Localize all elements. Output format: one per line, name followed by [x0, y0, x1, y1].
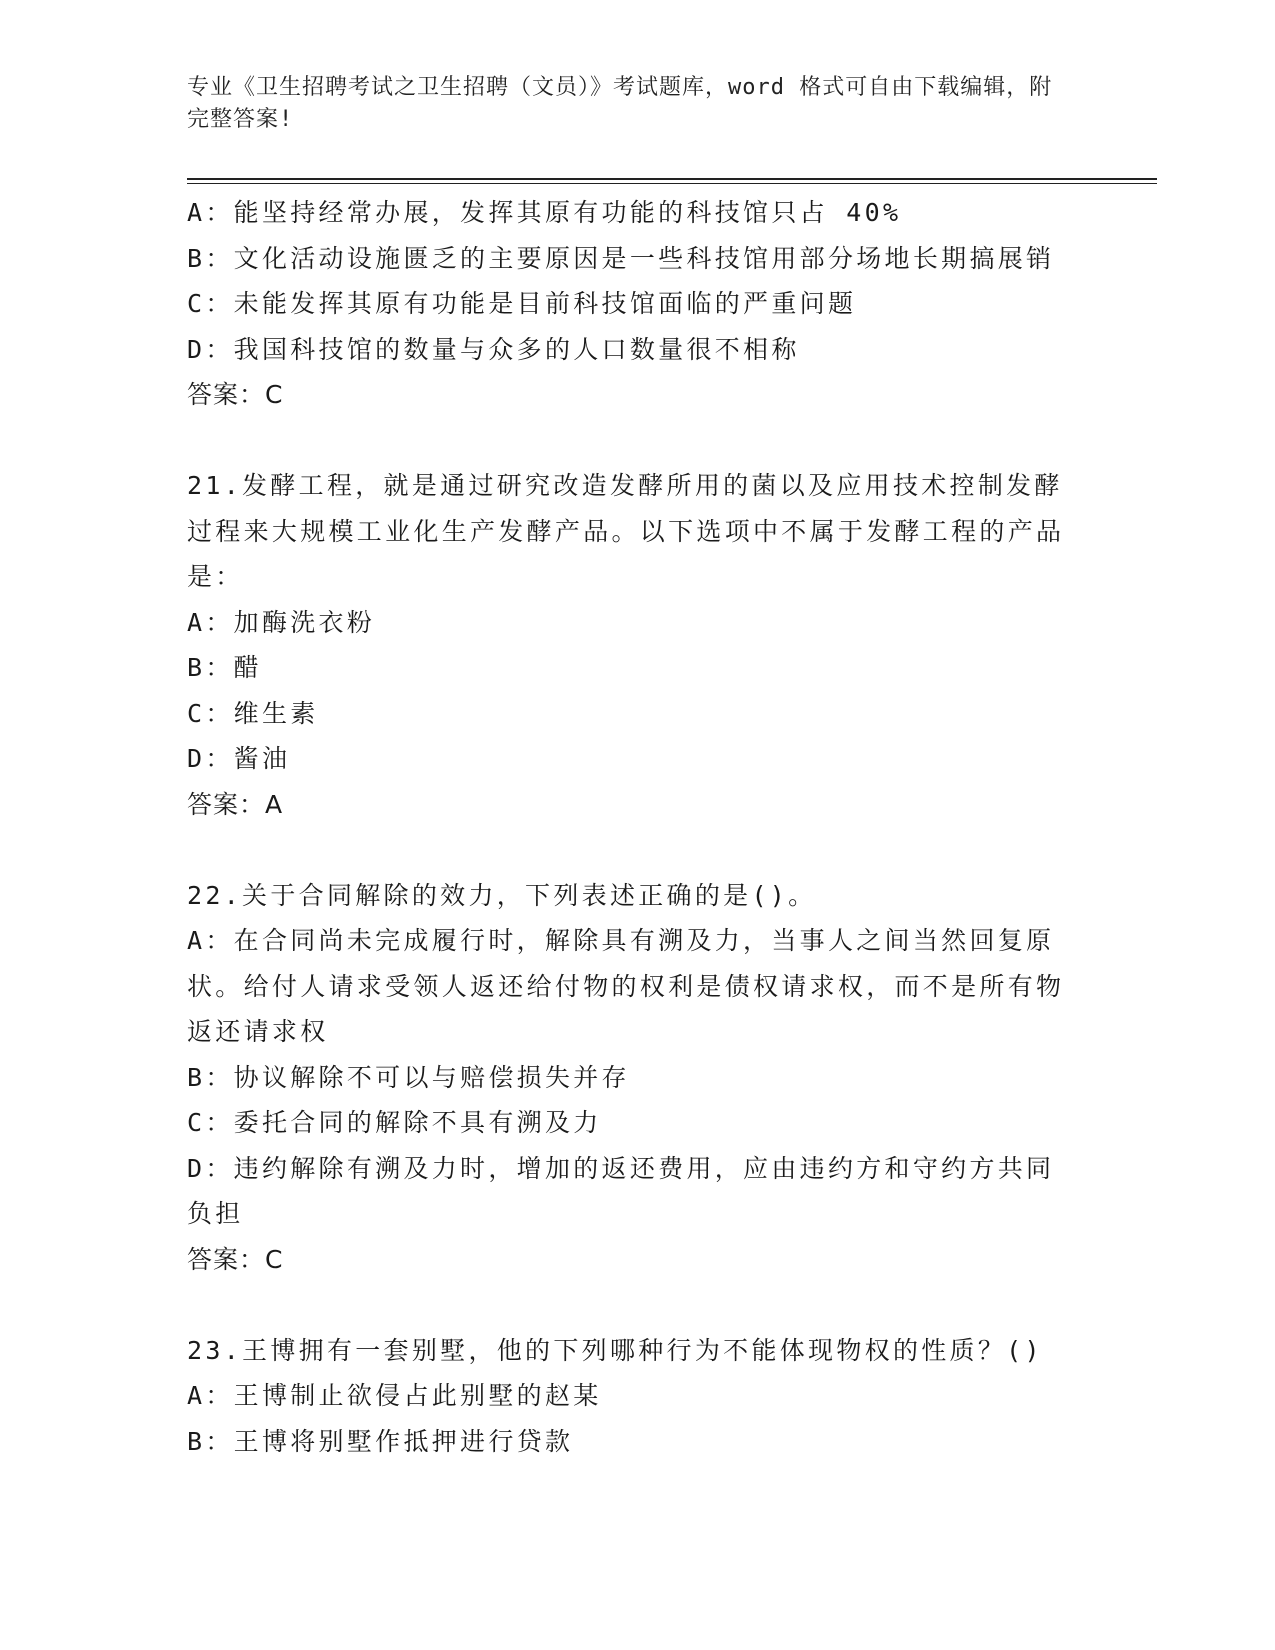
- option-b: B：协议解除不可以与赔偿损失并存: [187, 1062, 630, 1092]
- spacer: [187, 1282, 1087, 1328]
- header-divider-thin: [187, 183, 1157, 184]
- option-b: B：王博将别墅作抵押进行贷款: [187, 1426, 574, 1456]
- spacer: [187, 418, 1087, 464]
- option-c: C：维生素: [187, 698, 319, 728]
- question-23: [187, 1328, 1087, 1465]
- option-a: A：加酶洗衣粉: [187, 607, 376, 637]
- question-stem: 22.关于合同解除的效力，下列表述正确的是()。: [187, 880, 817, 910]
- document-header: 专业《卫生招聘考试之卫生招聘（文员）》考试题库，word 格式可自由下载编辑，附完整答案!: [187, 75, 1053, 132]
- option-d: D：违约解除有溯及力时，增加的返还费用，应由违约方和守约方共同负担: [187, 1153, 1055, 1228]
- header-divider: [187, 178, 1157, 180]
- option-c: C：委托合同的解除不具有溯及力: [187, 1108, 602, 1137]
- option-a: A：王博制止欲侵占此别墅的赵某: [187, 1381, 602, 1410]
- option-d: D：酱油: [187, 744, 291, 773]
- option-a: A：能坚持经常办展，发挥其原有功能的科技馆只占 40%: [187, 198, 902, 227]
- answer-line: 答案：A: [187, 789, 284, 819]
- option-b: B：文化活动设施匮乏的主要原因是一些科技馆用部分场地长期搞展销: [187, 243, 1055, 273]
- option-d: D：我国科技馆的数量与众多的人口数量很不相称: [187, 334, 800, 364]
- question-stem: 21.发酵工程，就是通过研究改造发酵所用的菌以及应用技术控制发酵过程来大规模工业化生产发酵产品。以下选项中不属于发酵工程的产品是：: [187, 471, 1065, 591]
- option-b: B：醋: [187, 653, 262, 682]
- prev-question-block: [187, 190, 1087, 418]
- answer-line: 答案：C: [187, 1244, 284, 1274]
- question-content: [187, 190, 1087, 1464]
- option-a: A：在合同尚未完成履行时，解除具有溯及力，当事人之间当然回复原状。给付人请求受领人返还给付物的权利是债权请求权，而不是所有物返还请求权: [187, 926, 1065, 1046]
- question-22: [187, 873, 1087, 1283]
- spacer: [187, 827, 1087, 873]
- option-c: C：未能发挥其原有功能是目前科技馆面临的严重问题: [187, 289, 857, 318]
- question-21: [187, 463, 1087, 827]
- question-stem: 23.王博拥有一套别墅，他的下列哪种行为不能体现物权的性质？(): [187, 1335, 1043, 1365]
- answer-line: 答案：C: [187, 380, 284, 409]
